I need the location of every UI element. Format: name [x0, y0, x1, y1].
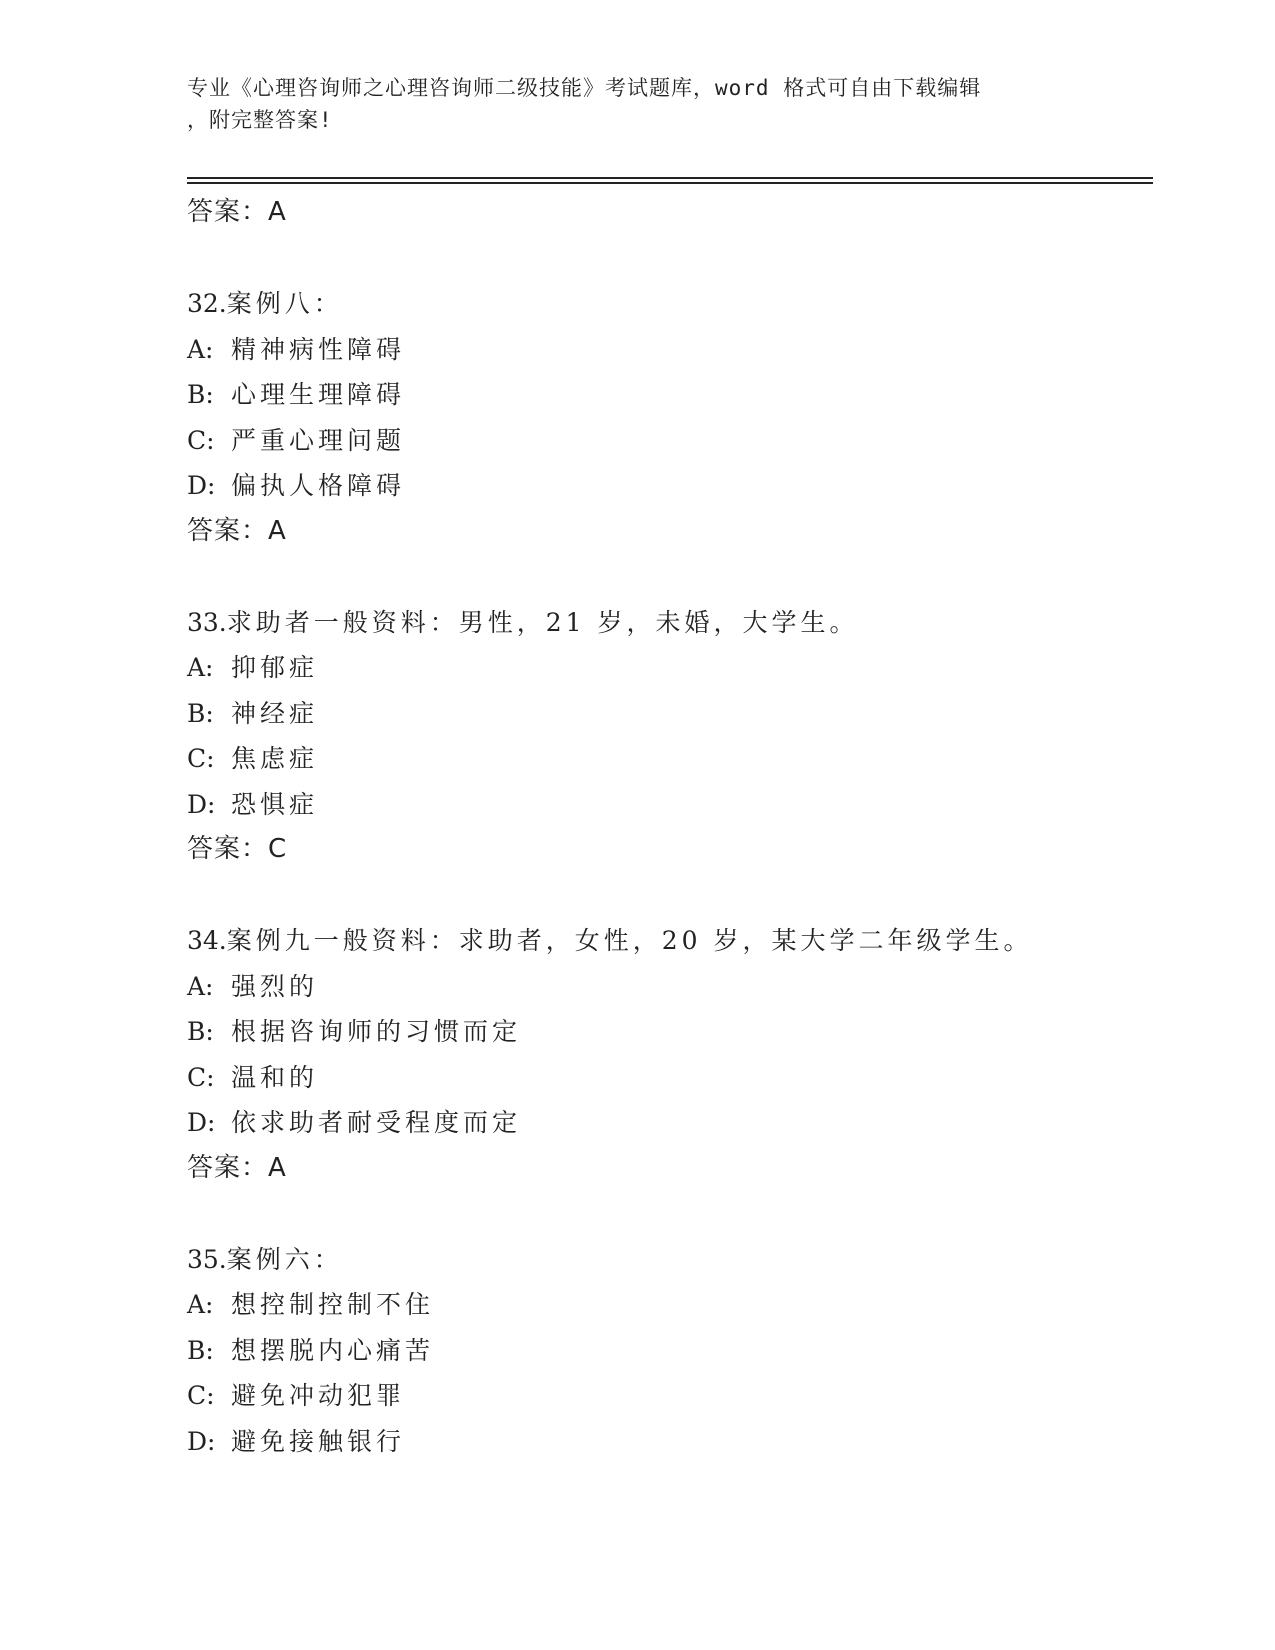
option-text: 精神病性障碍	[231, 334, 406, 364]
option-key: B:	[187, 698, 214, 728]
option-line	[187, 691, 1147, 737]
option-line	[187, 1055, 1147, 1101]
option-text: 避免接触银行	[231, 1426, 406, 1456]
question-list	[187, 190, 1147, 1464]
option-text: 焦虑症	[231, 744, 319, 773]
spacer	[187, 1191, 1147, 1237]
question-number: 34.	[187, 926, 227, 955]
option-line	[187, 645, 1147, 691]
question-text: 案例九一般资料：求助者，女性，20 岁，某大学二年级学生。	[226, 926, 1033, 955]
question-line	[187, 918, 1147, 964]
option-text: 依求助者耐受程度而定	[231, 1108, 522, 1137]
option-line	[187, 463, 1147, 509]
option-key: B:	[187, 380, 214, 409]
question-block	[187, 1237, 1147, 1465]
option-line	[187, 1328, 1147, 1374]
option-text: 强烈的	[231, 971, 319, 1001]
question-number: 33.	[187, 607, 227, 637]
option-line	[187, 327, 1147, 373]
option-text: 温和的	[231, 1062, 319, 1092]
option-key: D:	[187, 1426, 216, 1456]
question-text: 求助者一般资料：男性，21 岁，未婚，大学生。	[226, 607, 859, 637]
option-line	[187, 736, 1147, 782]
option-text: 偏执人格障碍	[231, 471, 406, 500]
question-line	[187, 600, 1147, 646]
option-line	[187, 418, 1147, 464]
question-text: 案例八：	[226, 289, 343, 318]
header-line-1: 专业《心理咨询师之心理咨询师二级技能》考试题库，word 格式可自由下载编辑	[187, 76, 982, 100]
option-text: 严重心理问题	[231, 425, 406, 455]
question-number: 32.	[187, 289, 227, 318]
header-rule-top	[187, 177, 1153, 179]
spacer	[187, 873, 1147, 919]
option-line	[187, 1419, 1147, 1465]
question-line	[187, 281, 1147, 327]
option-key: A:	[187, 653, 214, 682]
option-line	[187, 372, 1147, 418]
answer-line: 答案：A	[187, 1152, 287, 1183]
option-line	[187, 1100, 1147, 1146]
question-block	[187, 600, 1147, 873]
option-key: C:	[187, 1381, 215, 1410]
header-rule-bottom	[187, 182, 1153, 184]
answer-line: 答案：A	[187, 197, 287, 227]
option-key: C:	[187, 744, 215, 773]
option-key: B:	[187, 1335, 214, 1365]
option-key: C:	[187, 1062, 215, 1092]
option-key: C:	[187, 425, 215, 455]
option-text: 想摆脱内心痛苦	[231, 1335, 435, 1365]
option-text: 根据咨询师的习惯而定	[231, 1017, 522, 1046]
option-line	[187, 1009, 1147, 1055]
option-key: D:	[187, 471, 216, 500]
question-block	[187, 281, 1147, 554]
option-line	[187, 782, 1147, 828]
option-text: 抑郁症	[231, 653, 319, 682]
spacer	[187, 554, 1147, 600]
option-key: B:	[187, 1017, 214, 1046]
option-key: D:	[187, 789, 216, 819]
header-line-2: ，附完整答案!	[187, 108, 333, 132]
option-key: A:	[187, 334, 214, 364]
option-text: 心理生理障碍	[231, 380, 406, 409]
answer-line: 答案：C	[187, 834, 288, 864]
question-block	[187, 918, 1147, 1191]
option-key: A:	[187, 971, 214, 1001]
option-line	[187, 964, 1147, 1010]
option-text: 神经症	[231, 698, 319, 728]
answer-line: 答案：A	[187, 515, 287, 546]
spacer	[187, 236, 1147, 282]
page-header	[187, 72, 1087, 136]
option-key: D:	[187, 1108, 216, 1137]
option-text: 想控制控制不住	[231, 1290, 435, 1319]
option-line	[187, 1373, 1147, 1419]
option-line	[187, 1282, 1147, 1328]
question-text: 案例六：	[226, 1244, 343, 1274]
question-line	[187, 1237, 1147, 1283]
option-text: 恐惧症	[231, 789, 319, 819]
option-text: 避免冲动犯罪	[231, 1381, 406, 1410]
option-key: A:	[187, 1290, 214, 1319]
question-number: 35.	[187, 1244, 227, 1274]
